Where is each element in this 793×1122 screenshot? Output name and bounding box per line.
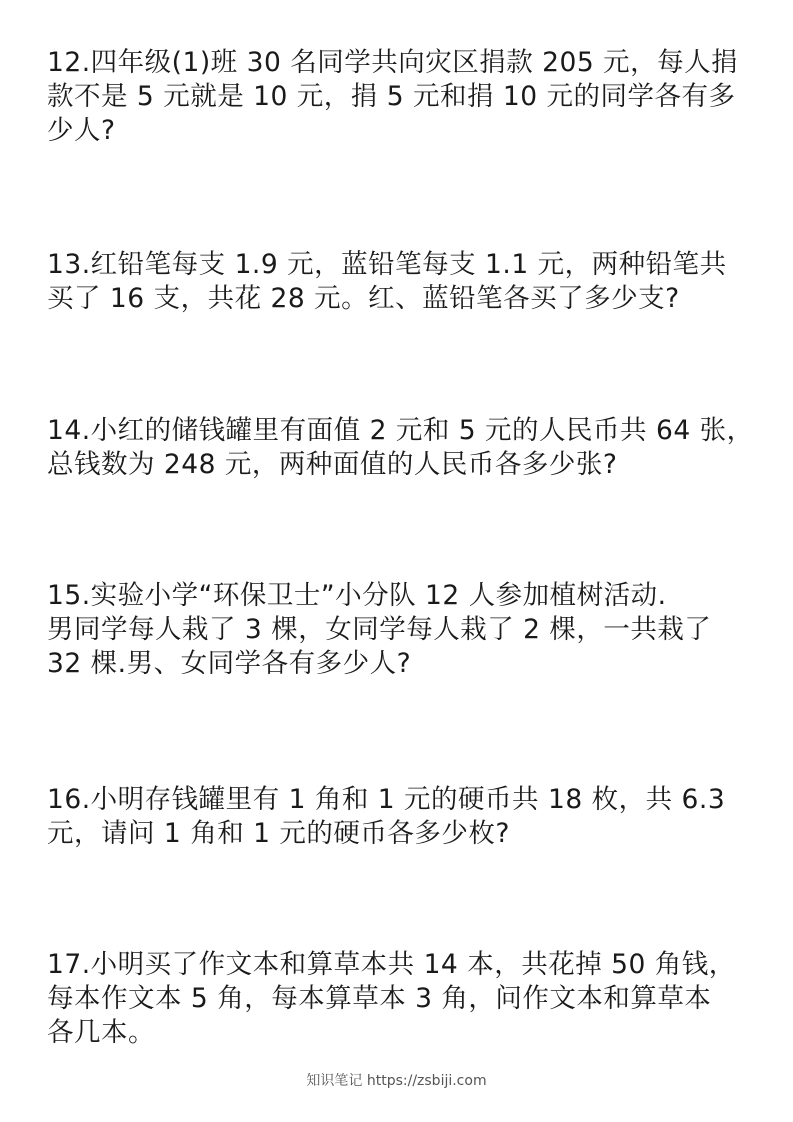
problem-14-line-1: 14.小红的储钱罐里有面值 2 元和 5 元的人民币共 64 张， — [47, 415, 754, 446]
problem-15-line-3: 32 棵.男、女同学各有多少人? — [47, 648, 412, 679]
problem-12 — [47, 46, 759, 148]
problem-12-line-2: 款不是 5 元就是 10 元，捐 5 元和捐 10 元的同学各有多 — [47, 81, 736, 112]
problem-16-line-1: 16.小明存钱罐里有 1 角和 1 元的硬币共 18 枚，共 6.3 — [47, 784, 726, 815]
problem-16-line-2: 元，请问 1 角和 1 元的硬币各多少枚? — [47, 818, 510, 849]
problem-12-line-3: 少人? — [47, 115, 116, 146]
problem-15-line-2: 男同学每人栽了 3 棵，女同学每人栽了 2 棵，一共栽了 — [47, 614, 712, 645]
problem-16 — [47, 783, 759, 851]
problem-13-line-1: 13.红铅笔每支 1.9 元，蓝铅笔每支 1.1 元，两种铅笔共 — [47, 249, 727, 280]
problem-15-line-1: 15.实验小学“环保卫士”小分队 12 人参加植树活动. — [47, 580, 667, 611]
footer-watermark: 知识笔记 https://zsbiji.com — [306, 1073, 487, 1089]
problem-15 — [47, 579, 759, 681]
problem-17 — [47, 948, 759, 1050]
problem-13 — [47, 248, 759, 316]
problem-12-line-1: 12.四年级(1)班 30 名同学共向灾区捐款 205 元，每人捐 — [47, 47, 739, 78]
problem-13-line-2: 买了 16 支，共花 28 元。红、蓝铅笔各买了多少支? — [47, 283, 680, 314]
problem-17-line-1: 17.小明买了作文本和算草本共 14 本，共花掉 50 角钱， — [47, 949, 736, 980]
problem-14 — [47, 414, 759, 482]
problem-14-line-2: 总钱数为 248 元，两种面值的人民币各多少张? — [47, 449, 618, 480]
problem-17-line-3: 各几本。 — [47, 1017, 155, 1048]
problem-17-line-2: 每本作文本 5 角，每本算草本 3 角，问作文本和算草本 — [47, 983, 712, 1014]
